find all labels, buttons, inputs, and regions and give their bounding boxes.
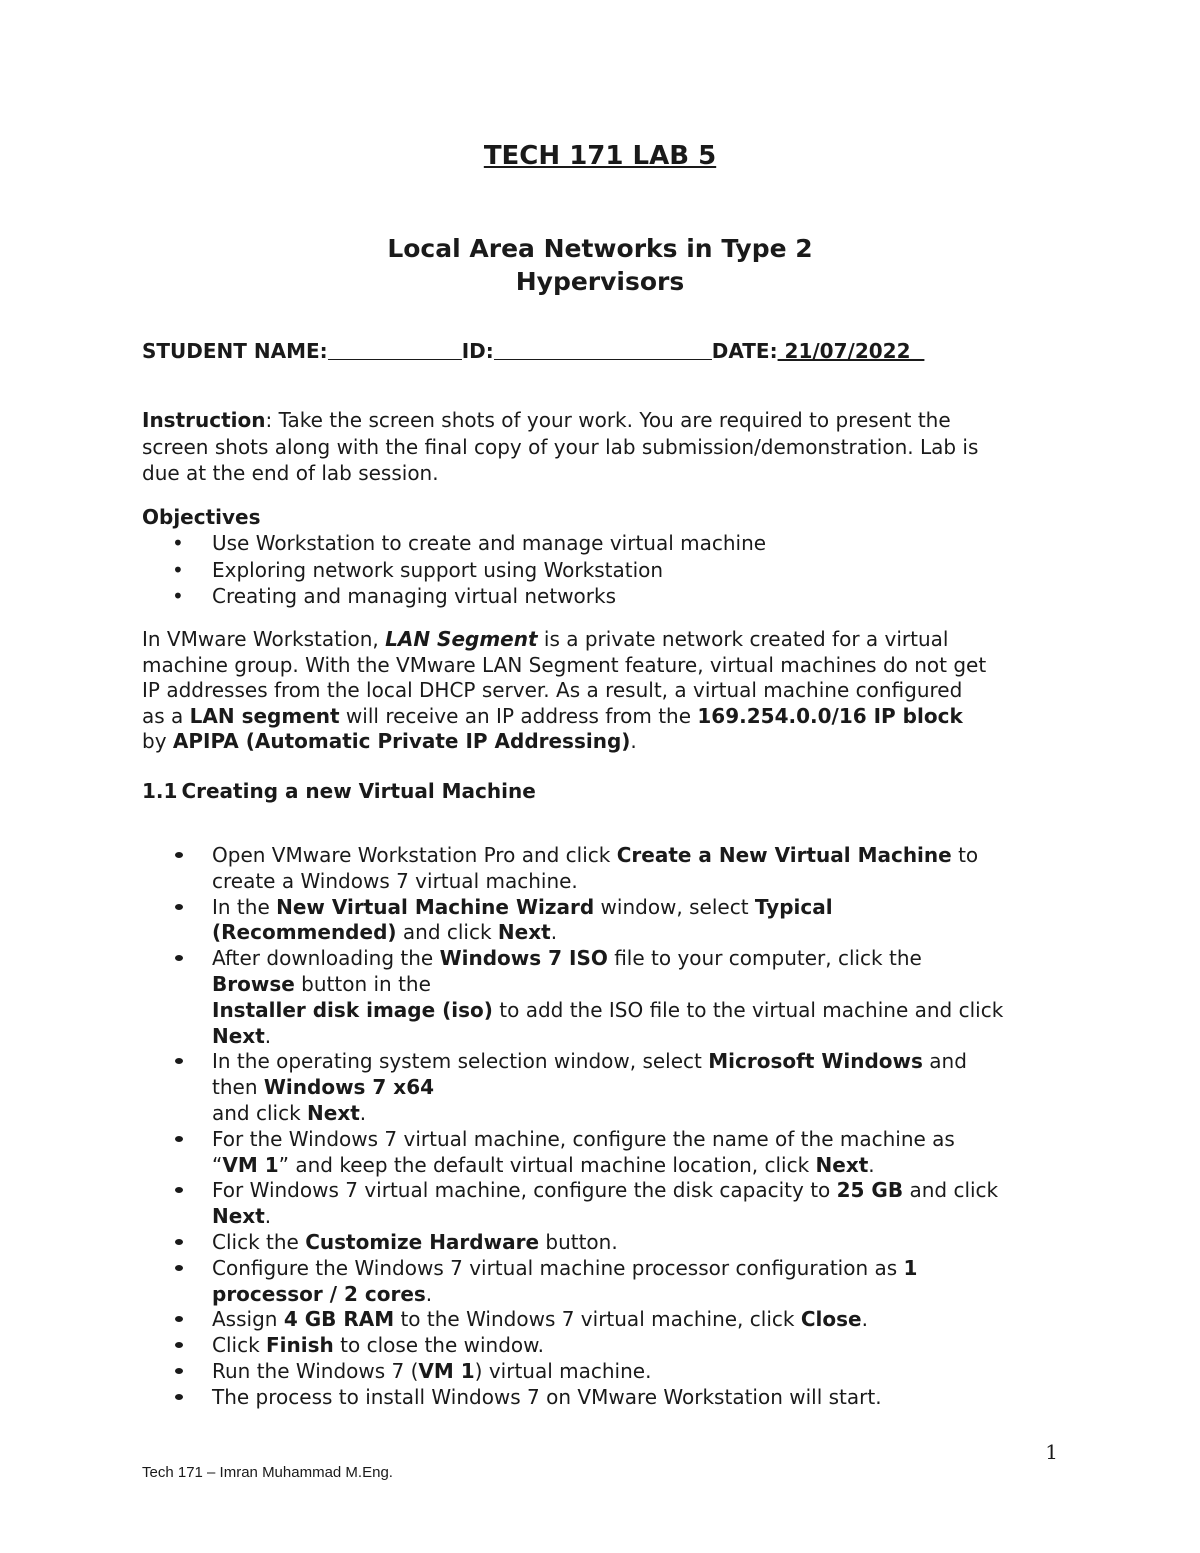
- lan-segment-paragraph: [142, 627, 1072, 755]
- list-item: Configure the Windows 7 virtual machine processor configuration as 1 processor / 2 cores.: [172, 1256, 1072, 1308]
- instruction-label: Instruction: [142, 408, 266, 432]
- list-item: Assign 4 GB RAM to the Windows 7 virtual machine, click Close.: [172, 1307, 1072, 1333]
- paragraph-text: In VMware Workstation,: [142, 627, 386, 651]
- id-label: ID:: [461, 339, 494, 363]
- instruction-paragraph: [142, 407, 1072, 487]
- document-subtitle-line1: Local Area Networks in Type 2: [387, 234, 813, 263]
- list-item: Open VMware Workstation Pro and click Create a New Virtual Machine to create a Windows 7 virtual machine.: [172, 843, 1072, 895]
- date-value: 21/07/2022: [777, 339, 925, 363]
- paragraph-text: by: [142, 729, 173, 754]
- paragraph-text: as a: [142, 703, 190, 728]
- paragraph-bold: LAN segment: [189, 703, 340, 728]
- id-blank: [494, 339, 712, 360]
- paragraph-bold: 169.254.0.0/16 IP block: [697, 703, 963, 728]
- list-item: • Exploring network support using Workstation: [172, 557, 766, 584]
- instruction-text: : Take the screen shots of your work. You are required to present the: [265, 408, 951, 432]
- document-subtitle-line2: Hypervisors: [515, 267, 685, 296]
- list-item: For Windows 7 virtual machine, configure the disk capacity to 25 GB and click Next.: [172, 1178, 1072, 1230]
- date-label: DATE:: [711, 339, 778, 363]
- section-heading: [142, 778, 1072, 805]
- instruction-text: due at the end of lab session.: [142, 461, 439, 485]
- list-item: Click Finish to close the window.: [172, 1333, 1072, 1359]
- paragraph-text: machine group. With the VMware LAN Segment feature, virtual machines do not get: [142, 652, 987, 677]
- page-number: 1: [1045, 1440, 1058, 1464]
- list-item: • Use Workstation to create and manage virtual machine: [172, 530, 766, 557]
- paragraph-bold: APIPA (Automatic Private IP Addressing): [172, 729, 631, 754]
- list-item: The process to install Windows 7 on VMware Workstation will start.: [172, 1385, 1072, 1411]
- list-item: Run the Windows 7 (VM 1) virtual machine.: [172, 1359, 1072, 1385]
- document-title: TECH 171 LAB 5: [483, 141, 717, 171]
- section-title: Creating a new Virtual Machine: [181, 779, 536, 803]
- paragraph-text: .: [630, 729, 637, 754]
- list-item: For the Windows 7 virtual machine, configure the name of the machine as “VM 1” and keep the default virtual machine location, click Next.: [172, 1127, 1072, 1179]
- list-item: • Creating and managing virtual networks: [172, 583, 766, 610]
- footer-text: Tech 171 – Imran Muhammad M.Eng.: [142, 1464, 393, 1481]
- paragraph-text: IP addresses from the local DHCP server. As a result, a virtual machine configured: [142, 678, 963, 703]
- section-number: 1.1: [142, 779, 178, 803]
- paragraph-text: will receive an IP address from the: [339, 703, 698, 728]
- lan-segment-term: LAN Segment: [385, 627, 538, 651]
- list-item: After downloading the Windows 7 ISO file to your computer, click the Browse button in the Installer disk image (iso) to add the ISO file to the virtual machine and click Next.: [172, 946, 1072, 1049]
- instruction-text: screen shots along with the final copy of your lab submission/demonstration. Lab is: [142, 434, 979, 459]
- paragraph-text: is a private network created for a virtual: [537, 627, 949, 651]
- student-name-blank: [328, 339, 462, 360]
- list-item: Click the Customize Hardware button.: [172, 1230, 1072, 1256]
- list-item: In the New Virtual Machine Wizard window, select Typical (Recommended) and click Next.: [172, 895, 1072, 947]
- objectives-heading: Objectives: [142, 505, 261, 529]
- list-item: In the operating system selection window, select Microsoft Windows and then Windows 7 x64 and click Next.: [172, 1049, 1072, 1126]
- steps-list: [172, 843, 1072, 1411]
- student-name-label: STUDENT NAME:: [142, 339, 328, 363]
- objectives-list: [172, 530, 766, 610]
- student-info-line: [142, 339, 924, 363]
